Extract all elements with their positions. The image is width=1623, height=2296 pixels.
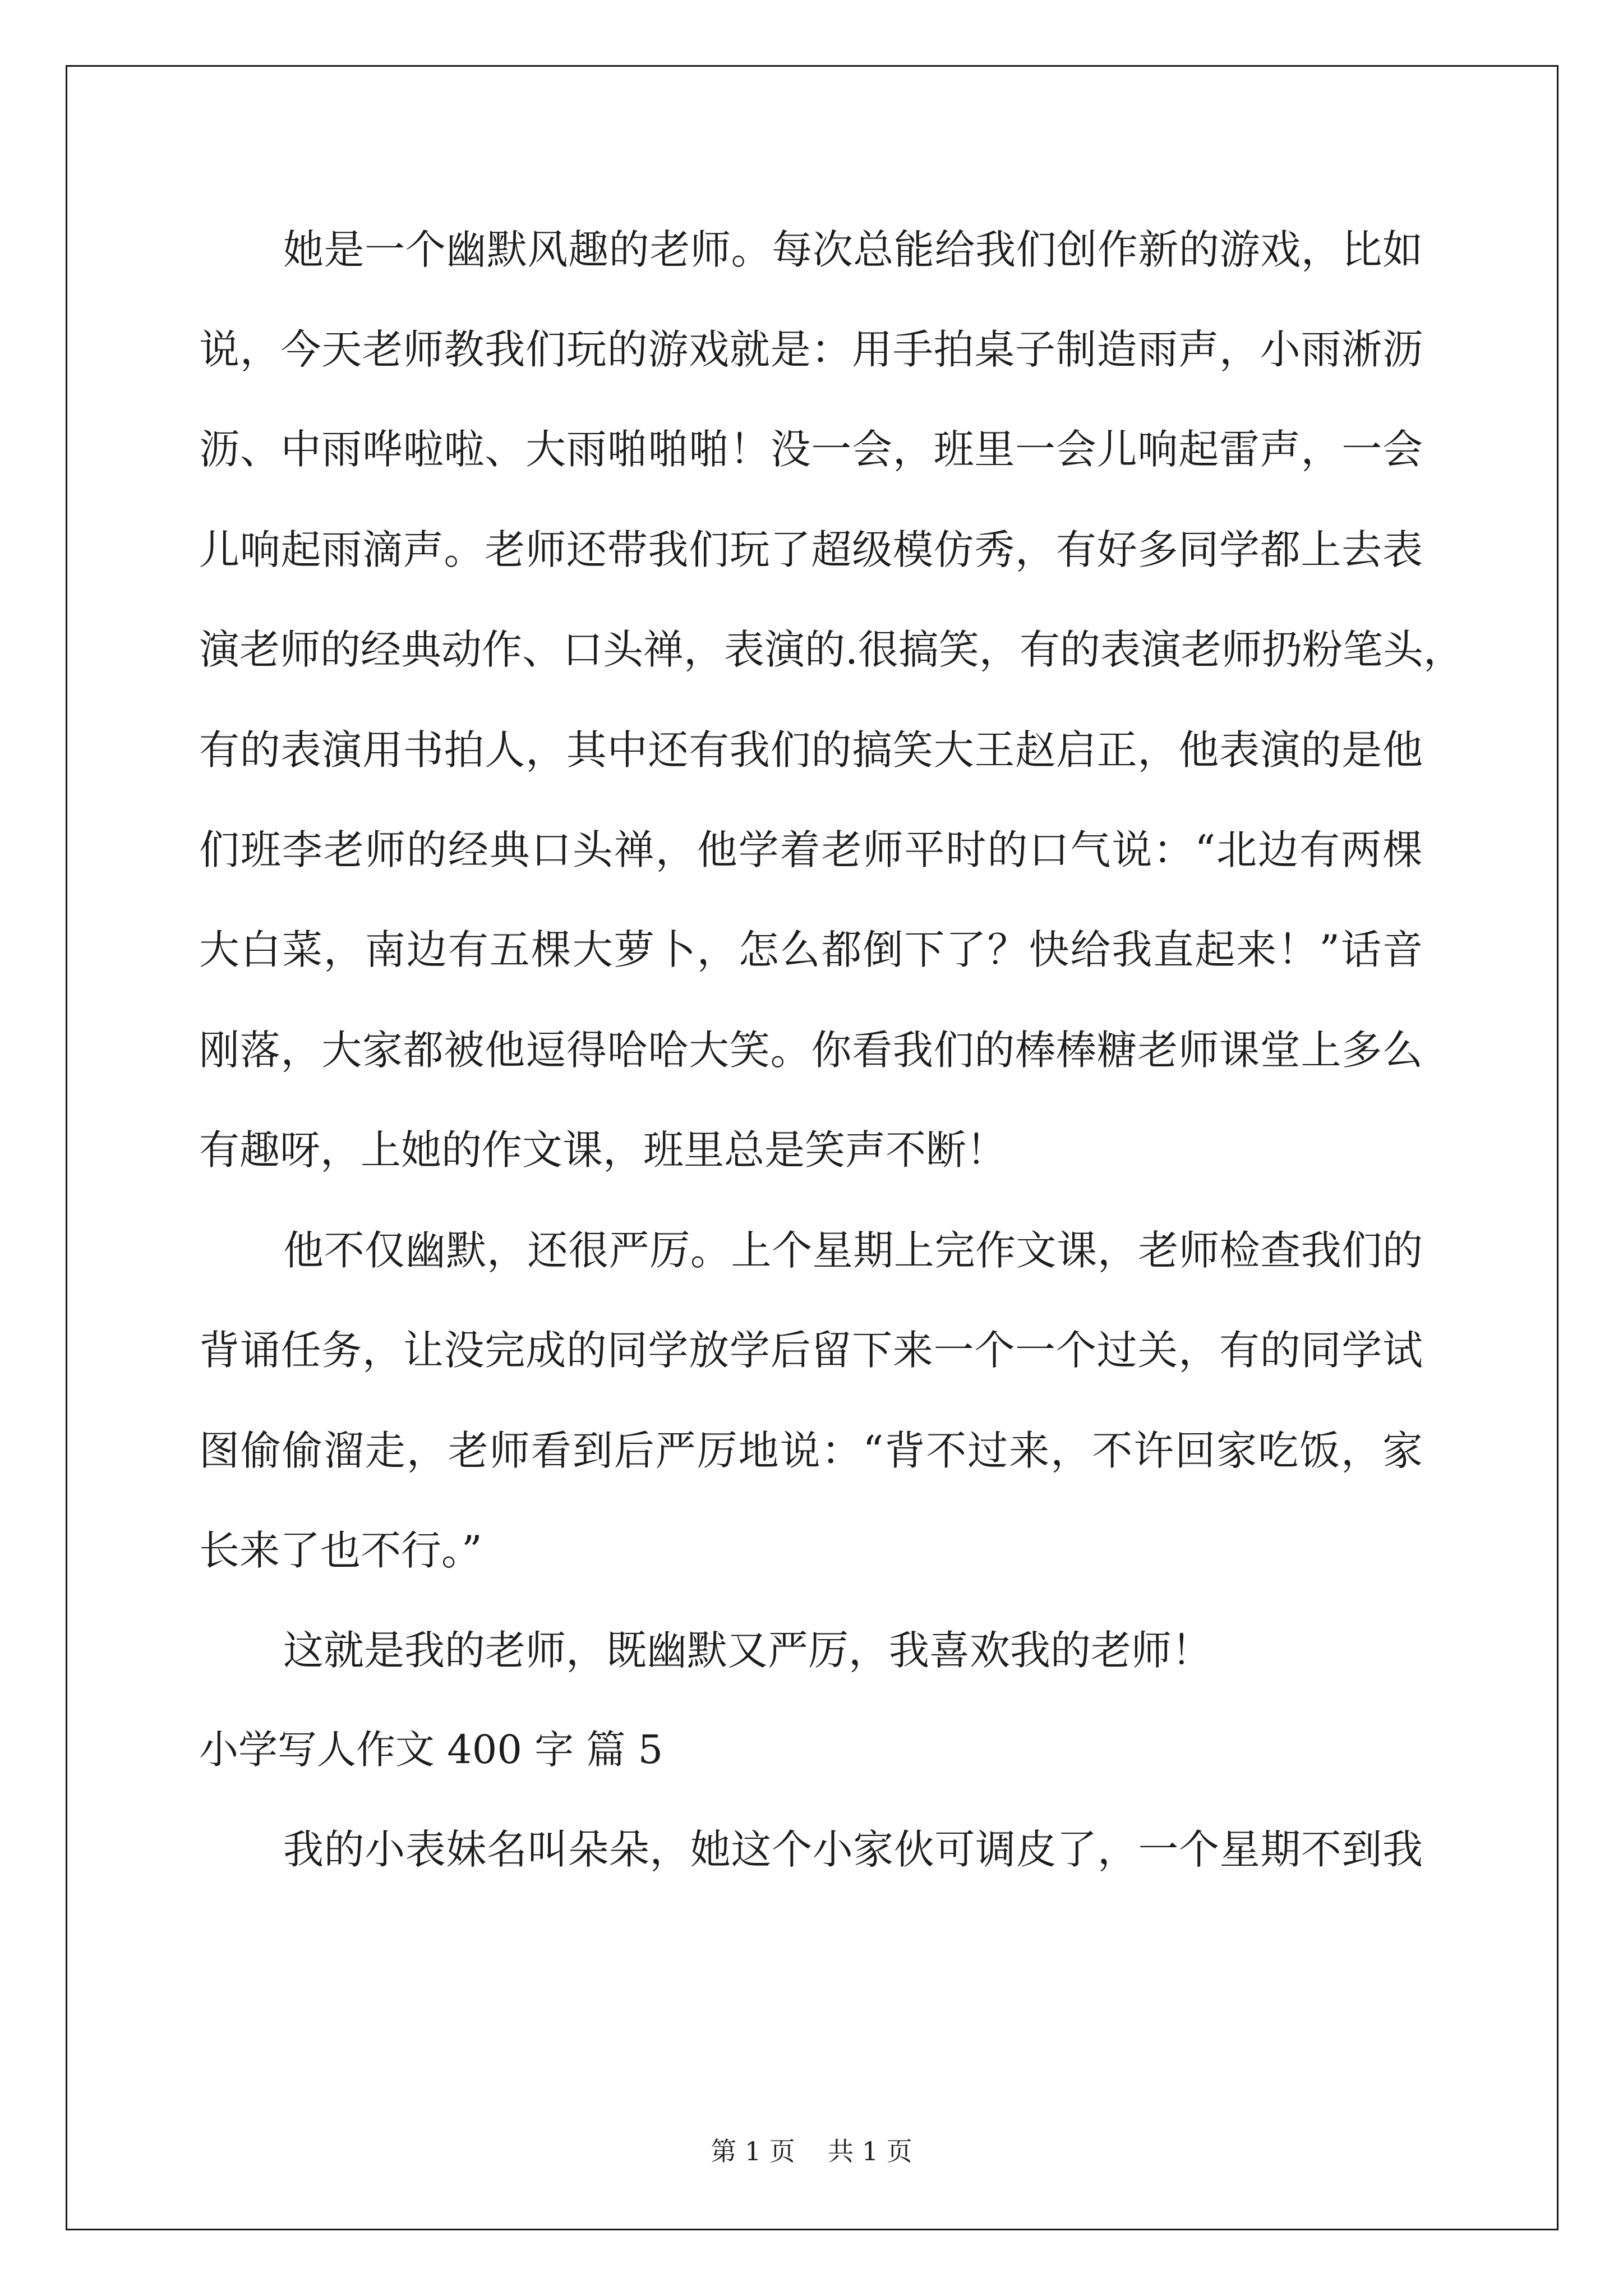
paragraph-line: 背诵任务，让没完成的同学放学后留下来一个一个过关，有的同学试 xyxy=(199,1327,1423,1374)
paragraph-line: 这就是我的老师，既幽默又严厉，我喜欢我的老师！ xyxy=(283,1627,1212,1674)
paragraph-line: 说，今天老师教我们玩的游戏就是：用手拍桌子制造雨声，小雨淅沥 xyxy=(199,326,1423,373)
paragraph-line: 她是一个幽默风趣的老师。每次总能给我们创作新的游戏，比如 xyxy=(283,226,1423,273)
section-heading: 小学写人作文 400 字 篇 5 xyxy=(199,1727,663,1773)
paragraph-line: 沥、中雨哗啦啦、大雨啪啪啪！没一会，班里一会儿响起雷声，一会 xyxy=(199,426,1423,473)
paragraph-line: 他不仅幽默，还很严厉。上个星期上完作文课，老师检查我们的 xyxy=(283,1227,1423,1274)
paragraph-line: 们班李老师的经典口头禅，他学着老师平时的口气说：“北边有两棵 xyxy=(199,826,1423,873)
paragraph-line: 刚落，大家都被他逗得哈哈大笑。你看我们的棒棒糖老师课堂上多么 xyxy=(199,1027,1423,1074)
paragraph-line: 大白菜，南边有五棵大萝卜，怎么都倒下了？快给我直起来！”话音 xyxy=(199,926,1423,973)
paragraph-line: 有的表演用书拍人，其中还有我们的搞笑大王赵启正，他表演的是他 xyxy=(199,726,1423,774)
paragraph-line: 我的小表妹名叫朵朵，她这个小家伙可调皮了，一个星期不到我 xyxy=(283,1826,1423,1873)
page-footer: 第 1 页 共 1 页 xyxy=(711,2136,912,2166)
paragraph-line: 有趣呀，上她的作文课，班里总是笑声不断！ xyxy=(199,1126,1007,1174)
paragraph-line: 儿响起雨滴声。老师还带我们玩了超级模仿秀，有好多同学都上去表 xyxy=(199,526,1423,573)
paragraph-line: 演老师的经典动作、口头禅，表演的.很搞笑，有的表演老师扔粉笔头， xyxy=(199,626,1464,673)
paragraph-line: 长来了也不行。” xyxy=(199,1527,482,1574)
paragraph-line: 图偷偷溜走，老师看到后严厉地说：“背不过来，不许回家吃饭，家 xyxy=(199,1427,1423,1474)
